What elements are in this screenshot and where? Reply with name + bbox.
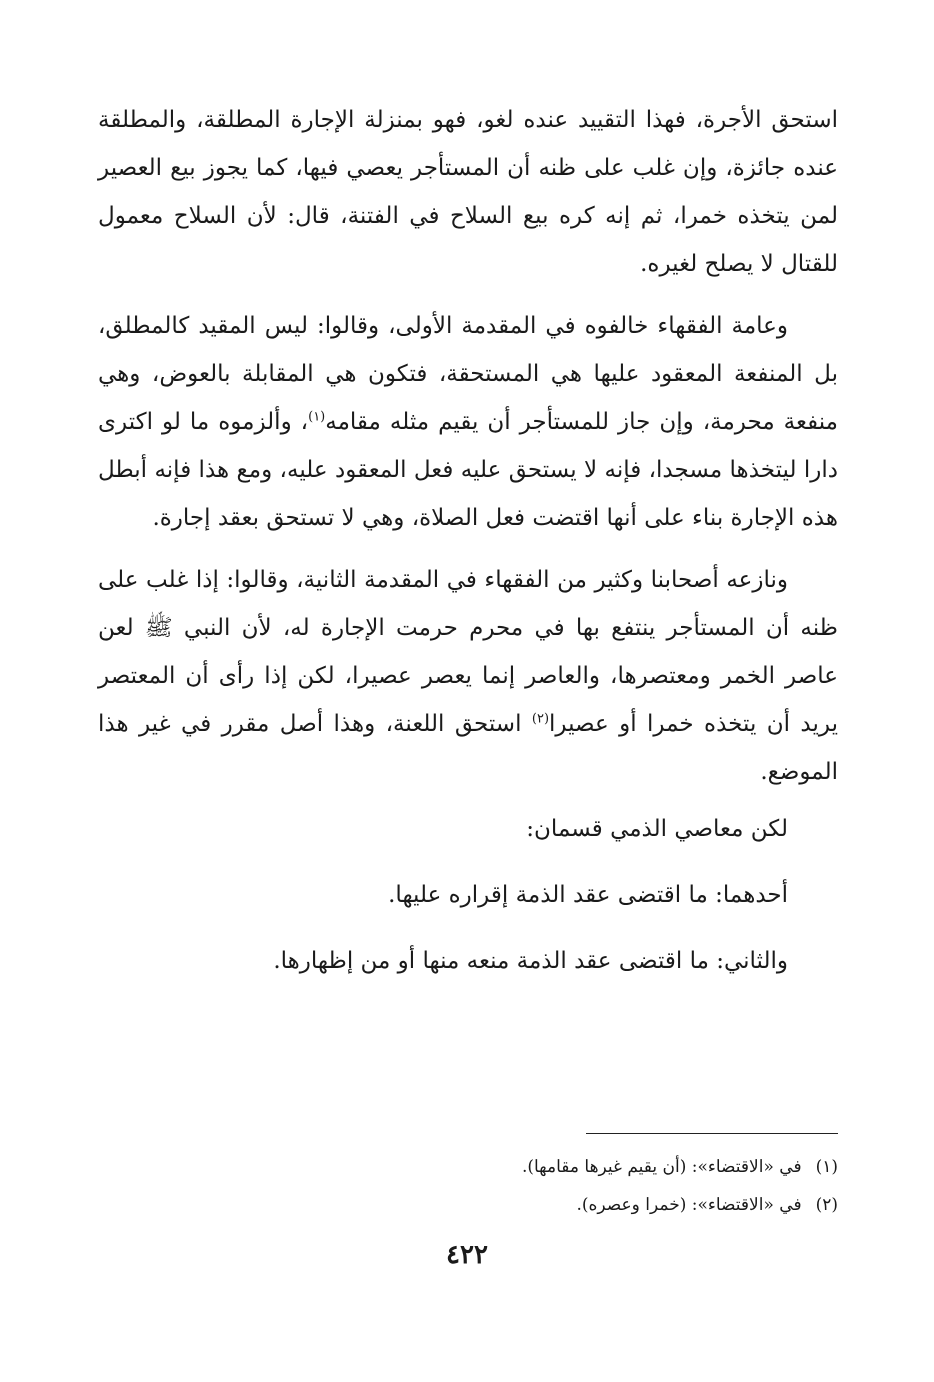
footnote-1 xyxy=(98,1148,838,1186)
dhimmi-sins-list xyxy=(98,796,838,994)
footnote-2 xyxy=(98,1186,838,1224)
list-item-second: والثاني: ما اقتضى عقد الذمة منعه منها أو من إظهارها. xyxy=(273,948,788,974)
page-body xyxy=(98,96,838,994)
footnote-2-text: في «الاقتضاء»: (خمرا وعصره). xyxy=(576,1195,802,1215)
list-intro: لكن معاصي الذمي قسمان: xyxy=(526,816,788,842)
paragraph-2-text-start: وعامة الفقهاء خالفوه في المقدمة الأولى، وقالوا: ليس المقيد كالمطلق، بل المنفعة المعقود عليها هي المستحقة، فتكون هي المقابلة بالعوض، وهي منفعة محرمة، وإن جاز للمستأجر أن يقيم مثله مقامه xyxy=(98,313,838,435)
paragraph-1-text: استحق الأجرة، فهذا التقييد عنده لغو، فهو بمنزلة الإجارة المطلقة، والمطلقة عنده جائزة، وإن غلب على ظنه أن المستأجر يعصي فيها، كما يجوز بيع العصير لمن يتخذه خمرا، ثم إنه كره بيع السلاح في الفتنة، قال: لأن السلاح معمول للقتال لا يصلح لغيره. xyxy=(98,107,838,277)
paragraph-3 xyxy=(98,556,838,796)
footnote-divider xyxy=(586,1133,838,1134)
footnote-1-text: في «الاقتضاء»: (أن يقيم غيرها مقامها). xyxy=(521,1157,802,1177)
page-number: ٤٢٢ xyxy=(446,1240,488,1270)
paragraph-1 xyxy=(98,96,838,288)
footnotes xyxy=(98,1148,838,1224)
footnote-1-number: (١) xyxy=(815,1157,838,1177)
paragraph-3-text-start: ونازعه أصحابنا وكثير من الفقهاء في المقدمة الثانية، وقالوا: إذا غلب على ظنه أن المستأجر ينتفع بها في محرم حرمت الإجارة له، لأن النبي ﷺ لعن عاصر الخمر ومعتصرها، والعاصر إنما يعصر عصيرا، لكن إذا رأى أن المعتصر يريد أن يتخذه خمرا أو عصيرا xyxy=(98,567,838,737)
paragraph-3-text-end: استحق اللعنة، وهذا أصل مقرر في غير هذا الموضع. xyxy=(98,711,838,785)
footnote-2-number: (٢) xyxy=(815,1195,838,1215)
footnote-ref-2: (٢) xyxy=(531,711,550,727)
paragraph-2 xyxy=(98,302,838,542)
footnote-ref-1: (١) xyxy=(308,409,326,425)
paragraph-2-text-end: ، وألزموه ما لو اكترى دارا ليتخذها مسجدا، فإنه لا يستحق عليه فعل المعقود عليه، ومع هذا فإنه أبطل هذه الإجارة بناء على أنها اقتضت فعل الصلاة، وهي لا تستحق بعقد إجارة. xyxy=(98,409,838,531)
list-item-first: أحدهما: ما اقتضى عقد الذمة إقراره عليها. xyxy=(388,882,788,908)
